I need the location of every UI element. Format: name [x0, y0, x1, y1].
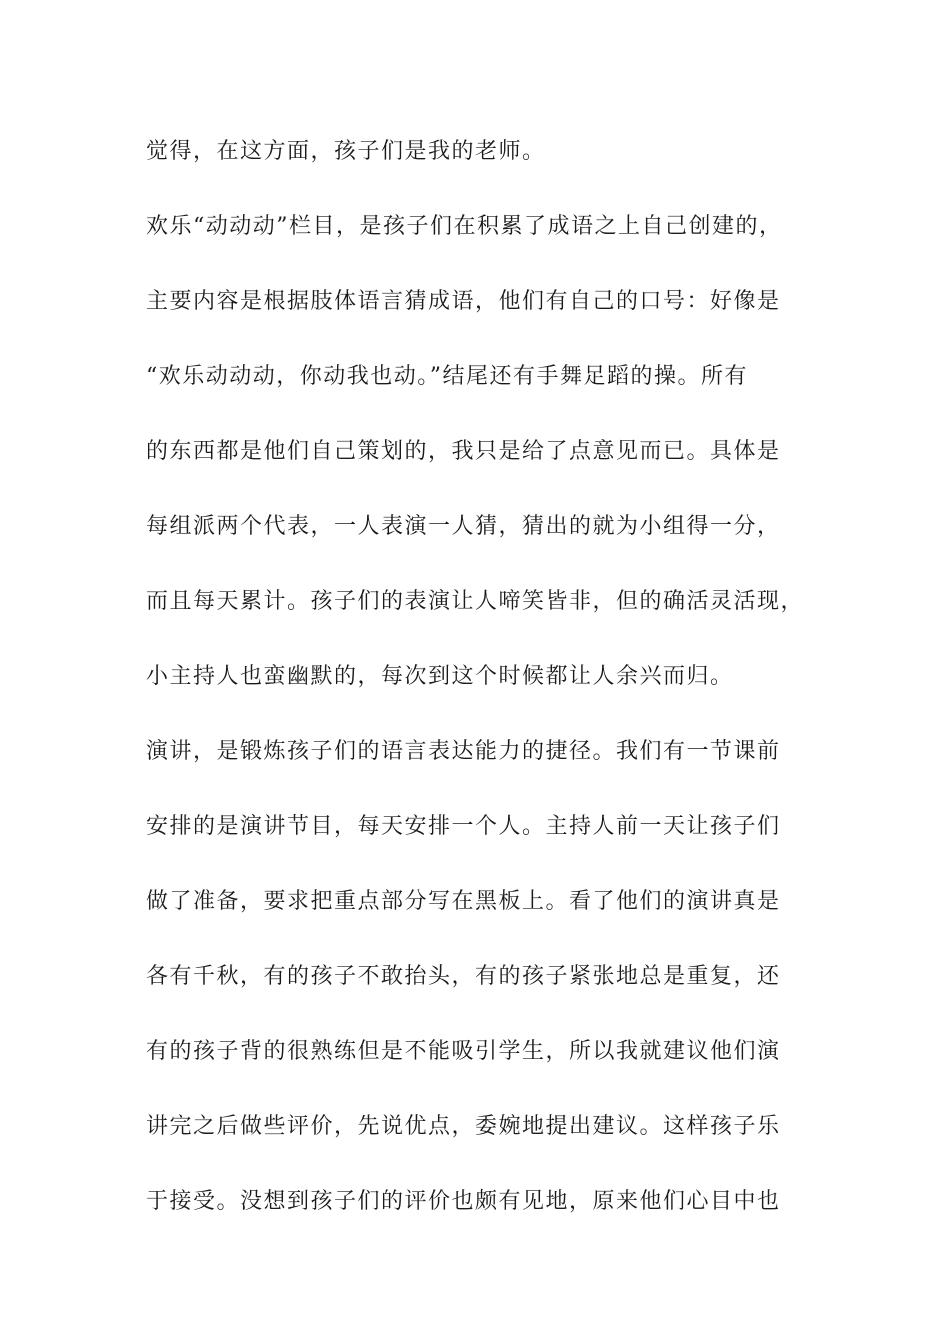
text-line-7: 而且每天累计。孩子们的表演让人啼笑皆非，但的确活灵活现， [146, 589, 805, 614]
text-line-13: 有的孩子背的很熟练但是不能吸引学生，所以我就建议他们演 [146, 1039, 781, 1064]
text-line-2: 欢乐“动动动”栏目，是孩子们在积累了成语之上自己创建的， [146, 214, 783, 239]
text-line-12: 各有千秋，有的孩子不敢抬头，有的孩子紧张地总是重复，还 [146, 964, 781, 989]
text-line-8: 小主持人也蛮幽默的，每次到这个时候都让人余兴而归。 [146, 664, 734, 689]
text-line-10: 安排的是演讲节目，每天安排一个人。主持人前一天让孩子们 [146, 814, 781, 839]
text-line-14: 讲完之后做些评价，先说优点，委婉地提出建议。这样孩子乐 [146, 1114, 781, 1139]
body-text [146, 128, 836, 1253]
text-line-6: 每组派两个代表，一人表演一人猜，猜出的就为小组得一分， [146, 514, 781, 539]
text-line-3: 主要内容是根据肢体语言猜成语，他们有自己的口号：好像是 [146, 289, 781, 314]
text-line-1: 觉得，在这方面，孩子们是我的老师。 [146, 139, 546, 164]
text-line-5: 的东西都是他们自己策划的，我只是给了点意见而已。具体是 [146, 439, 781, 464]
text-line-15: 于接受。没想到孩子们的评价也颇有见地，原来他们心目中也 [146, 1189, 781, 1214]
text-line-11: 做了准备，要求把重点部分写在黑板上。看了他们的演讲真是 [146, 889, 781, 914]
text-line-4: “欢乐动动动，你动我也动。”结尾还有手舞足蹈的操。所有 [146, 364, 748, 389]
text-line-9: 演讲，是锻炼孩子们的语言表达能力的捷径。我们有一节课前 [146, 739, 781, 764]
